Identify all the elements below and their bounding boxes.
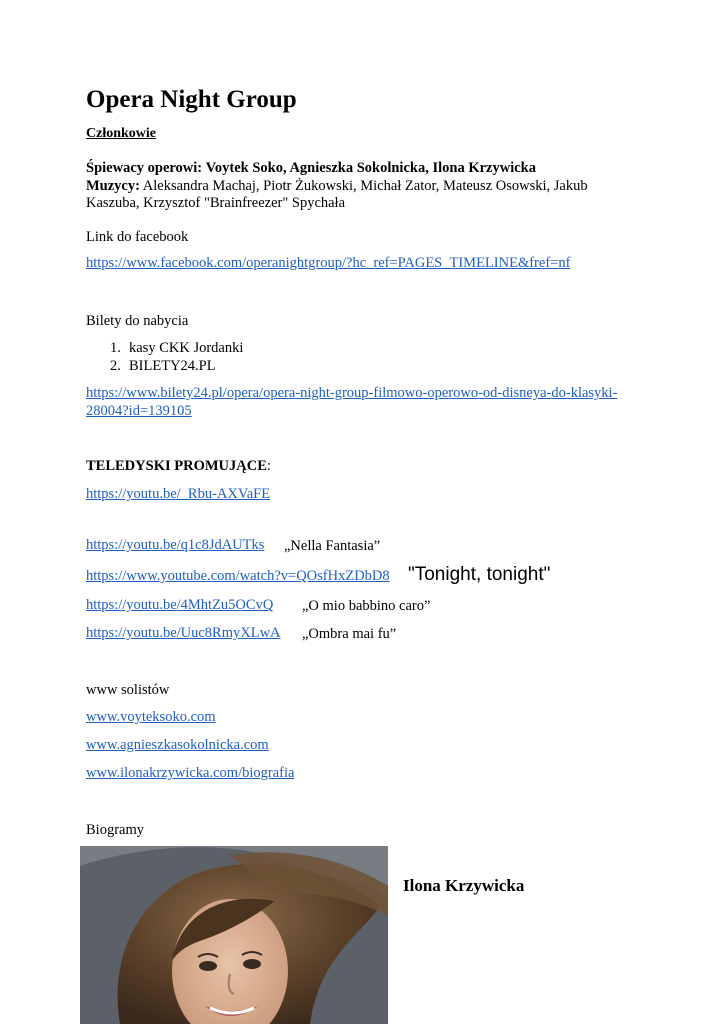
soloist-link-voyteksoko[interactable]: www.voyteksoko.com (86, 709, 216, 725)
musicians-names-line2: Kaszuba, Krzysztof "Brainfreezer" Spychała (86, 195, 346, 211)
singers-line (86, 159, 536, 177)
video-caption-ombra-mai-fu: „Ombra mai fu” (302, 626, 397, 642)
video-caption-nella-fantasia: „Nella Fantasia” (284, 538, 381, 554)
videos-heading-line: TELEDYSKI PROMUJĄCE: (86, 458, 271, 474)
bio-name-ilona-krzywicka: Ilona Krzywicka (403, 876, 525, 895)
tickets-label: Bilety do nabycia (86, 313, 189, 329)
portrait-image (80, 846, 388, 1024)
video-caption-o-mio-babbino: „O mio babbino caro” (302, 598, 431, 614)
portrait-photo (80, 846, 388, 1024)
video-link-nella-fantasia[interactable]: https://youtu.be/q1c8JdAUTks (86, 537, 265, 553)
bios-label: Biogramy (86, 822, 144, 838)
videos-heading: TELEDYSKI PROMUJĄCE (86, 458, 267, 474)
musicians-names-line1: Aleksandra Machaj, Piotr Żukowski, Michał Zator, Mateusz Osowski, Jakub (142, 178, 588, 194)
list-item: 2. BILETY24.PL (110, 358, 216, 374)
tickets-link-line1[interactable]: https://www.bilety24.pl/opera/opera-night-group-filmowo-operowo-od-disneya-do-klasyki- (86, 385, 618, 401)
video-link-ombra-mai-fu[interactable]: https://youtu.be/Uuc8RmyXLwA (86, 625, 281, 641)
singers-names: Voytek Soko, Agnieszka Sokolnicka, Ilona Krzywicka (205, 160, 536, 176)
video-caption-tonight: "Tonight, tonight" (408, 564, 551, 585)
video-link-first[interactable]: https://youtu.be/_Rbu-AXVaFE (86, 486, 271, 502)
video-link-tonight[interactable]: https://www.youtube.com/watch?v=QOsfHxZDbD8 (86, 568, 390, 584)
members-heading: Członkowie (86, 126, 156, 141)
singers-label: Śpiewacy operowi: (86, 160, 203, 176)
facebook-link[interactable]: https://www.facebook.com/operanightgroup/?hc_ref=PAGES_TIMELINE&fref=nf (86, 255, 571, 271)
musicians-line (86, 177, 588, 195)
musicians-label: Muzycy: (86, 178, 140, 194)
facebook-label: Link do facebook (86, 229, 189, 245)
tickets-link-line2[interactable]: 28004?id=139105 (86, 403, 192, 419)
tickets-list (110, 339, 243, 375)
video-link-o-mio-babbino[interactable]: https://youtu.be/4MhtZu5OCvQ (86, 597, 274, 613)
soloist-link-sokolnicka[interactable]: www.agnieszkasokolnicka.com (86, 737, 269, 753)
page-title: Opera Night Group (86, 86, 297, 113)
list-item: 1. kasy CKK Jordanki (110, 340, 244, 356)
soloists-label: www solistów (86, 682, 170, 698)
soloist-link-krzywicka[interactable]: www.ilonakrzywicka.com/biografia (86, 765, 295, 781)
